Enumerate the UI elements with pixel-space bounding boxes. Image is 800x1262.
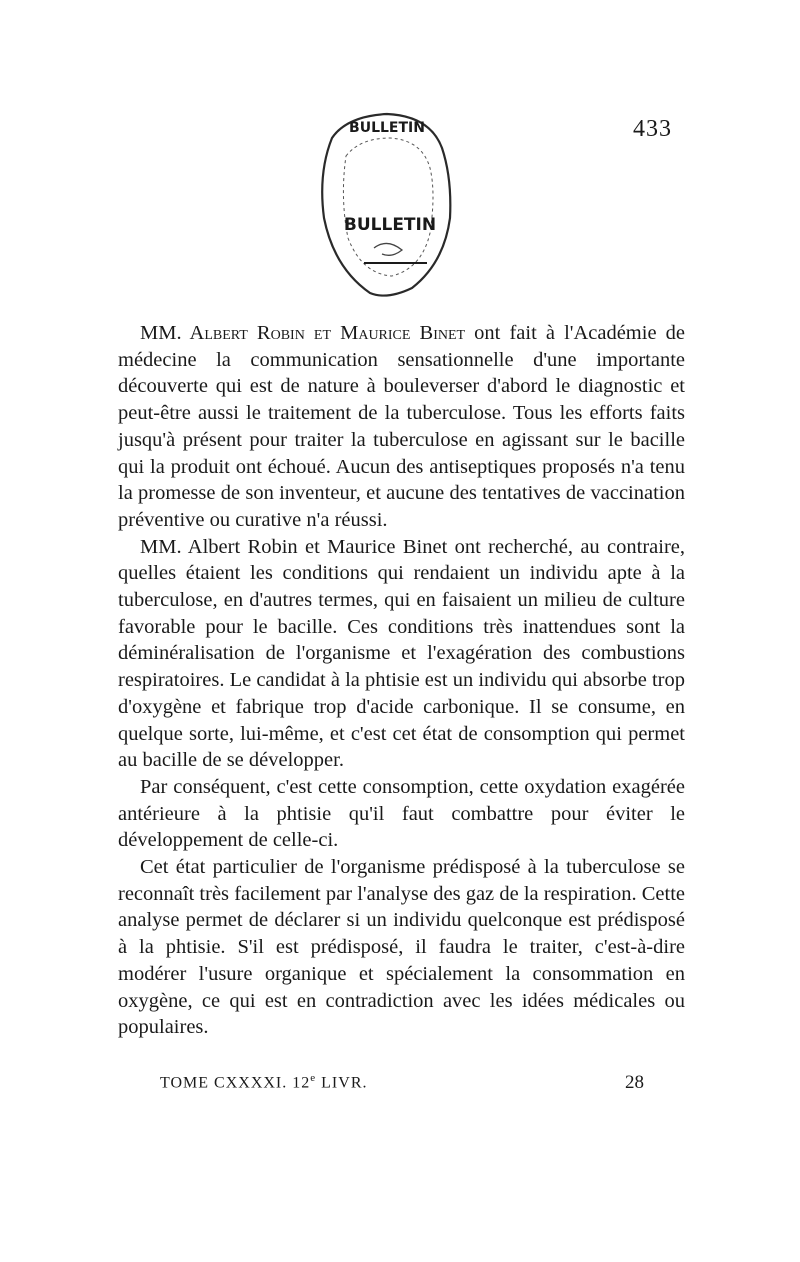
stamp-top-text: BULLETIN — [349, 120, 425, 136]
paragraph-1-text: ont fait à l'Académie de médecine la communication sensationnelle d'une importante découverte qui est de nature à bouleverser d'abord le diagnostic et peut-être aussi le traitement de la tuberculose. Tous les efforts faits jusqu'à présent pour traiter la tuberculose en agissant sur le bacille qui la produit ont échoué. Aucun des antiseptiques proposés n'a tenu la promesse de son inventeur, et aucune des tentatives de vaccination préventive ou curative n'a réussi. — [118, 322, 685, 531]
signature-main: TOME CXXXXI. 12 — [160, 1074, 311, 1092]
stamp-center-text: BULLETIN — [343, 215, 437, 235]
paragraph-1 — [118, 320, 685, 534]
sheet-number: 28 — [625, 1072, 644, 1093]
stamp-outline — [322, 114, 450, 296]
paragraph-2: MM. Albert Robin et Maurice Binet ont recherché, au contraire, quelles étaient les conditions qui rendaient un individu apte à la tuberculose, en d'autres termes, qui en faisaient un milieu de culture favorable pour le bacille. Ces conditions très inattendues sont la déminéralisation de l'organisme et l'exagération des combustions respiratoires. Le candidat à la phtisie est un individu qui absorbe trop d'oxygène et fabrique trop d'acide carbonique. Il se consume, en quelque sorte, lui-même, et c'est cet état de consomption qui permet au bacille de se développer. — [118, 535, 686, 772]
signature-line — [160, 1072, 367, 1092]
paragraph-4: Cet état particulier de l'organisme prédisposé à la tuberculose se reconnaît très facilement par l'analyse des gaz de la respiration. Cette analyse permet de déclarer si un individu quelconque est prédisposé à la phtisie. S'il est prédisposé, il faudra le traiter, c'est-à-dire modérer l'usure organique et spécialement la consommation en oxygène, ce qui est en contradiction avec les idées médicales ou populaires. — [118, 856, 685, 1039]
library-stamp — [312, 98, 462, 303]
signature-sup: e — [310, 1072, 317, 1084]
stamp-ornament — [374, 243, 402, 255]
page-number: 433 — [633, 116, 672, 142]
paragraph-1-authors: MM. Albert Robin et Maurice Binet — [140, 322, 466, 344]
article-body — [118, 320, 685, 1041]
signature-tail: LIVR. — [316, 1074, 368, 1092]
paragraph-3: Par conséquent, c'est cette consomption, cette oxydation exagérée antérieure à la phtisie qu'il faut combattre pour éviter le développement de celle-ci. — [118, 775, 685, 852]
